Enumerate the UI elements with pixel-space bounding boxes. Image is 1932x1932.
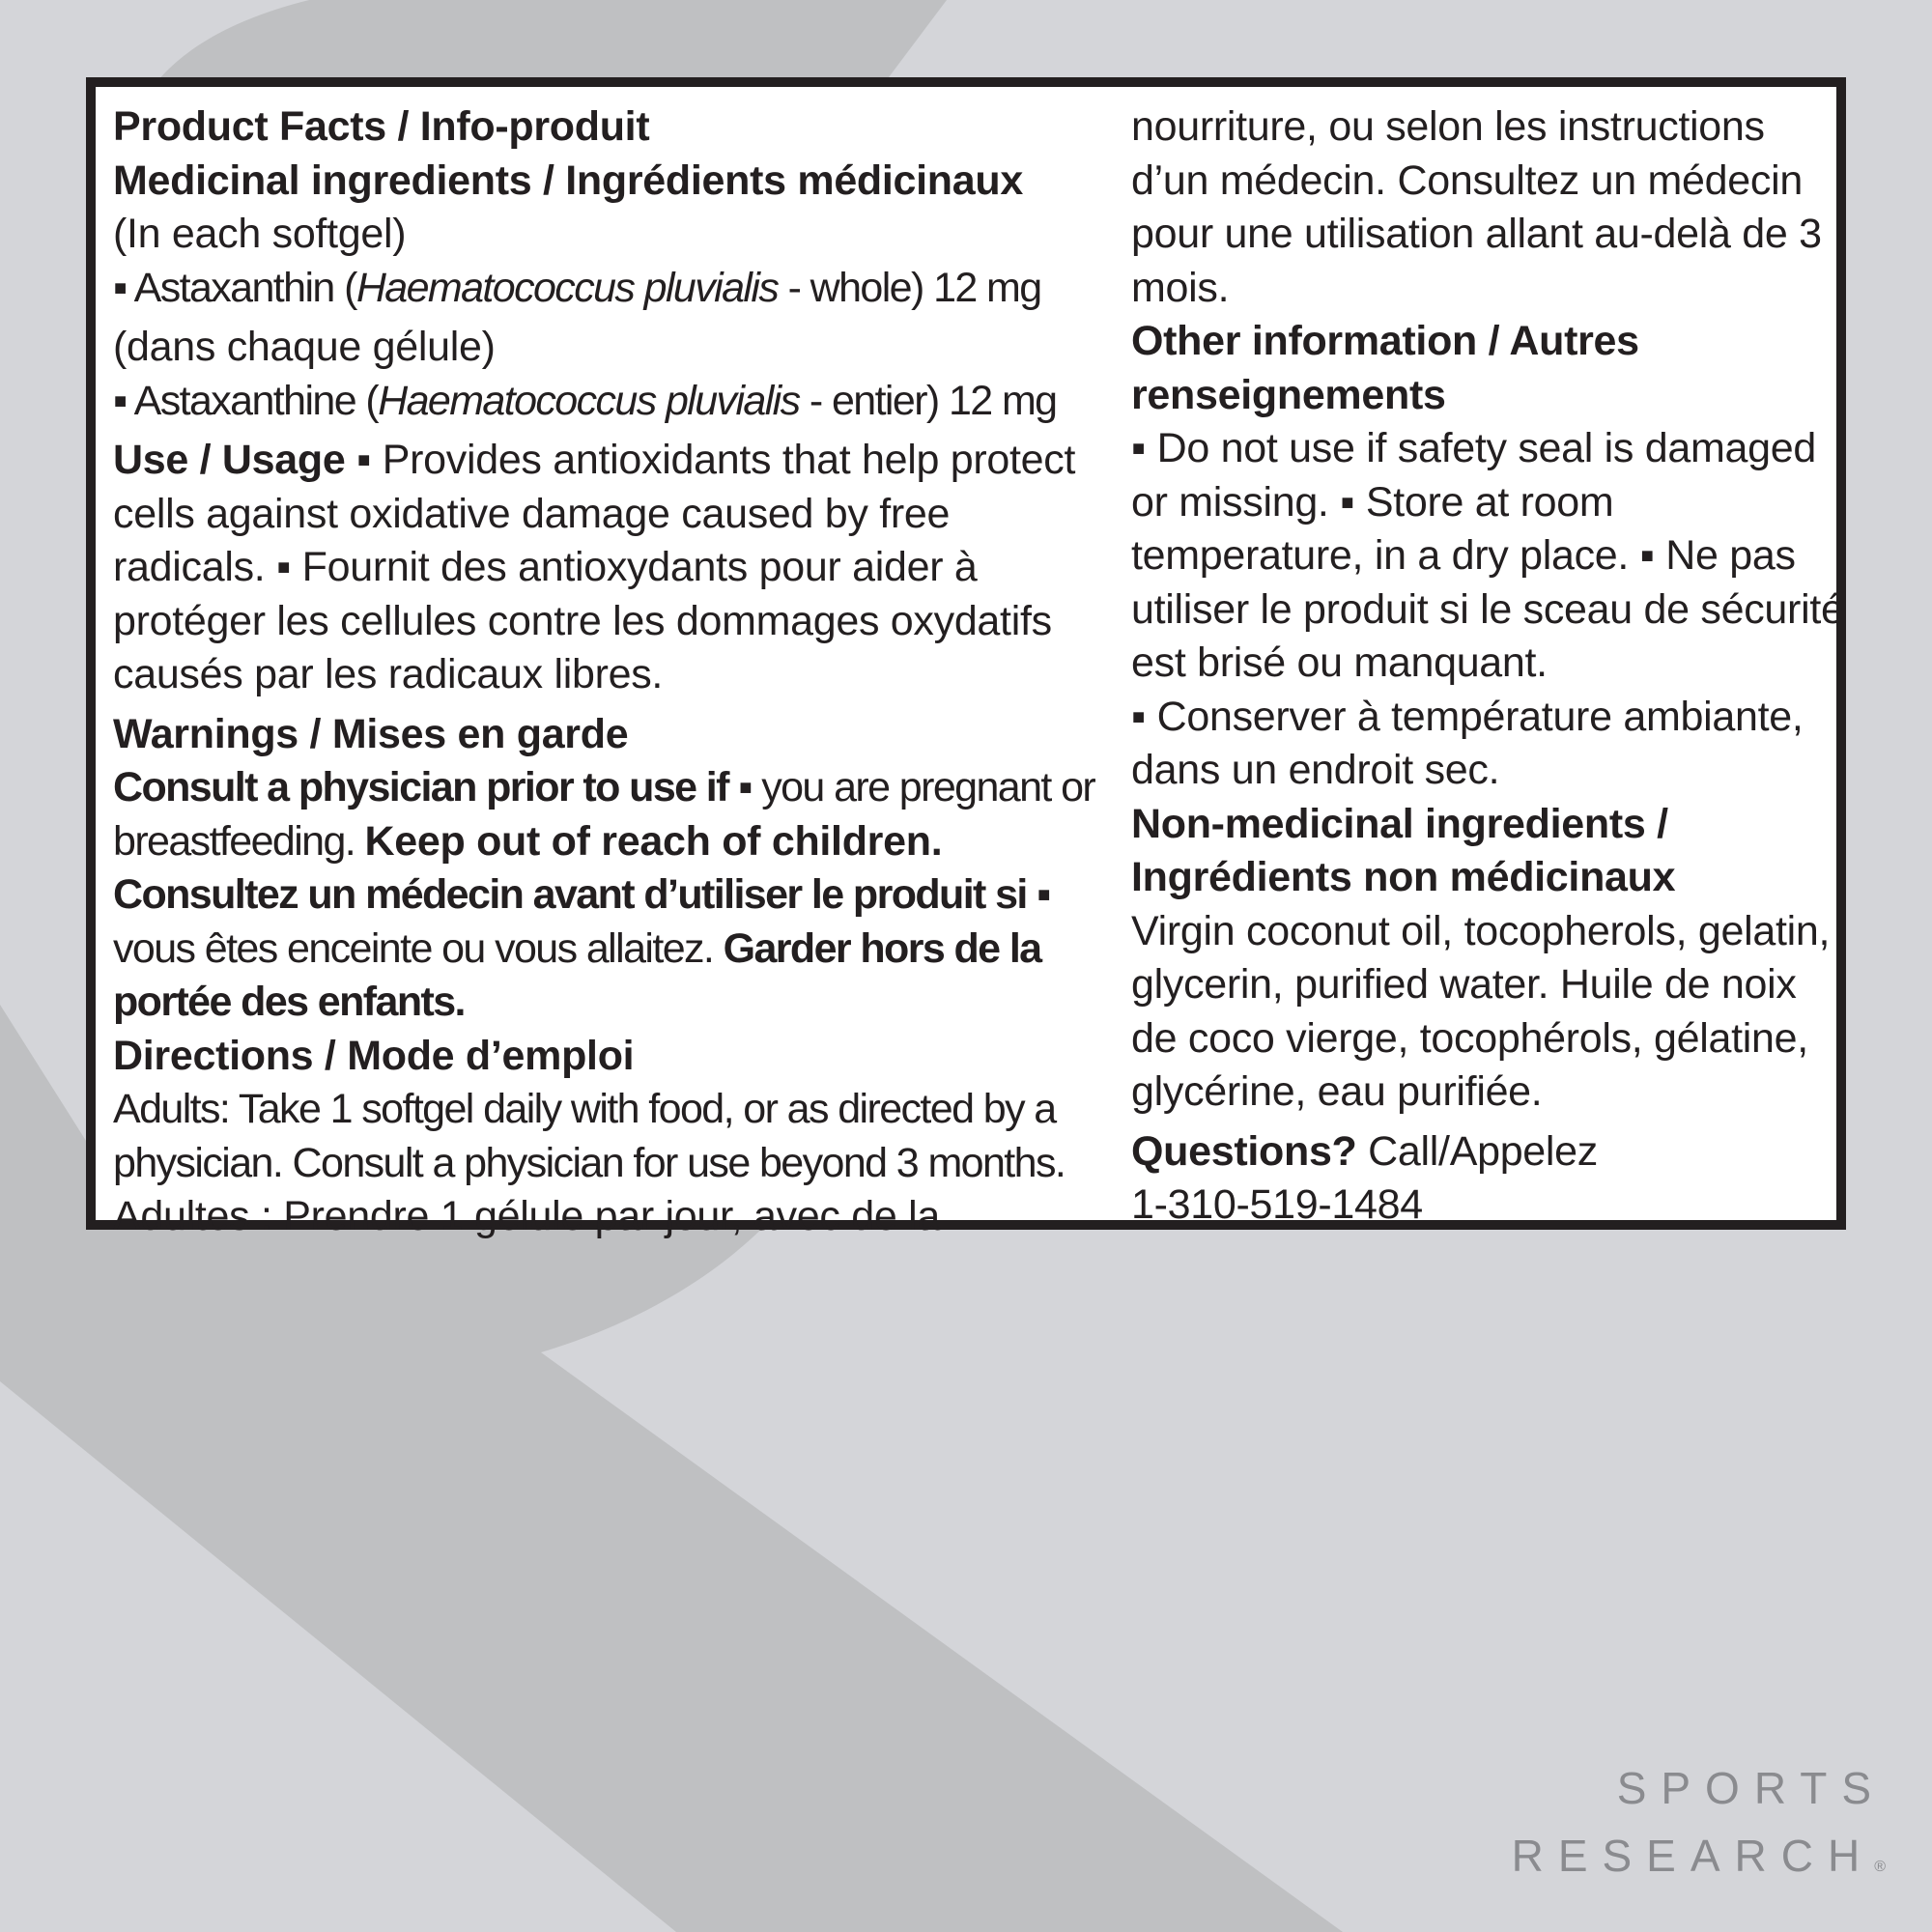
directions-heading: Directions / Mode d’emploi xyxy=(113,1032,635,1079)
ingredient-name: Astaxanthin ( xyxy=(133,264,356,311)
phone-number: 1-310-519-1484 xyxy=(1131,1181,1423,1228)
bullet: ▪ xyxy=(113,264,127,311)
brand-line-2 xyxy=(1512,1822,1886,1901)
brand-line-1: SPORTS xyxy=(1616,1763,1886,1813)
warnings-heading: Warnings / Mises en garde xyxy=(113,710,629,757)
latin-name: Haematococcus pluvialis xyxy=(355,264,779,311)
product-facts-panel xyxy=(86,77,1846,1239)
ingredient-english xyxy=(113,262,1110,316)
ingredient-amount: - entier) 12 mg xyxy=(799,377,1057,424)
other-information-text-2: ▪ Conserver à température ambiante, dans un endroit sec. xyxy=(1131,693,1804,793)
pregnant-text-fr: ▪ vous êtes enceinte ou vous allaitez. xyxy=(113,871,1050,972)
questions-call: Call/Appelez xyxy=(1356,1127,1598,1175)
directions-french-part1: Adultes : Prendre 1 gélule par jour, avec de la xyxy=(113,1193,940,1239)
warnings-french xyxy=(113,868,1110,1030)
in-each-softgel: (In each softgel) xyxy=(113,211,407,257)
bullet: ▪ xyxy=(113,377,127,424)
questions-label: Questions? xyxy=(1131,1127,1357,1175)
left-column xyxy=(113,100,1110,1239)
ingredient-french xyxy=(113,375,1110,429)
consult-physician-fr: Consultez un médecin avant d’utiliser le produit si xyxy=(113,871,1027,918)
questions-line xyxy=(1131,1125,1848,1179)
in-each-gelule: (dans chaque gélule) xyxy=(113,324,496,370)
ingredient-name: Astaxanthine ( xyxy=(133,377,379,424)
non-medicinal-ingredients-heading: Non-medicinal ingredients / Ingrédients non médicinaux xyxy=(1131,800,1676,900)
consult-physician-en: Consult a physician prior to use if xyxy=(113,764,728,810)
pregnant-text-en: ▪ you are pregnant or breastfeeding. xyxy=(113,764,1095,865)
non-medicinal-ingredients-text: Virgin coconut oil, tocopherols, gelatin, glycerin, purified water. Huile de noix de coco vierge, tocophérols, gélatine, glycérine, eau purifiée. xyxy=(1131,907,1831,1115)
medicinal-ingredients-heading: Medicinal ingredients / Ingrédients médicinaux xyxy=(113,156,1023,204)
registered-mark: ® xyxy=(1874,1859,1886,1875)
brand-line-2-text: RESEARCH xyxy=(1511,1831,1875,1881)
keep-out-of-reach-fr: Garder hors de la portée des enfants. xyxy=(113,924,1041,1025)
warnings-english xyxy=(113,761,1110,868)
latin-name: Haematococcus pluvialis xyxy=(378,377,800,424)
other-information-text: ▪ Do not use if safety seal is damaged or missing. ▪ Store at room temperature, in a dry place. ▪ Ne pas utiliser le produit si le sceau de sécurité est brisé ou manquant. xyxy=(1131,425,1844,686)
directions-english: Adults: Take 1 softgel daily with food, or as directed by a physician. Consult a physician for use beyond 3 months. xyxy=(113,1086,1065,1186)
product-facts-title: Product Facts / Info-produit xyxy=(113,103,650,150)
use-text: ▪ Provides antioxidants that help protect cells against oxidative damage caused by free radicals. ▪ Fournit des antioxydants pour aider à protéger les cellules contre les dommages oxydatifs causés par les radicaux libres. xyxy=(113,437,1076,697)
use-section xyxy=(113,434,1110,702)
sports-research-logo xyxy=(1512,1754,1886,1901)
right-column xyxy=(1131,100,1848,1228)
keep-out-of-reach-en: Keep out of reach of children. xyxy=(364,817,943,865)
other-information-heading: Other information / Autres renseignements xyxy=(1131,318,1639,418)
use-heading: Use / Usage xyxy=(113,437,346,483)
directions-french-part2: nourriture, ou selon les instructions d’un médecin. Consultez un médecin pour une utilisation allant au-delà de 3 mois. xyxy=(1131,103,1822,311)
ingredient-amount: - whole) 12 mg xyxy=(778,264,1041,311)
